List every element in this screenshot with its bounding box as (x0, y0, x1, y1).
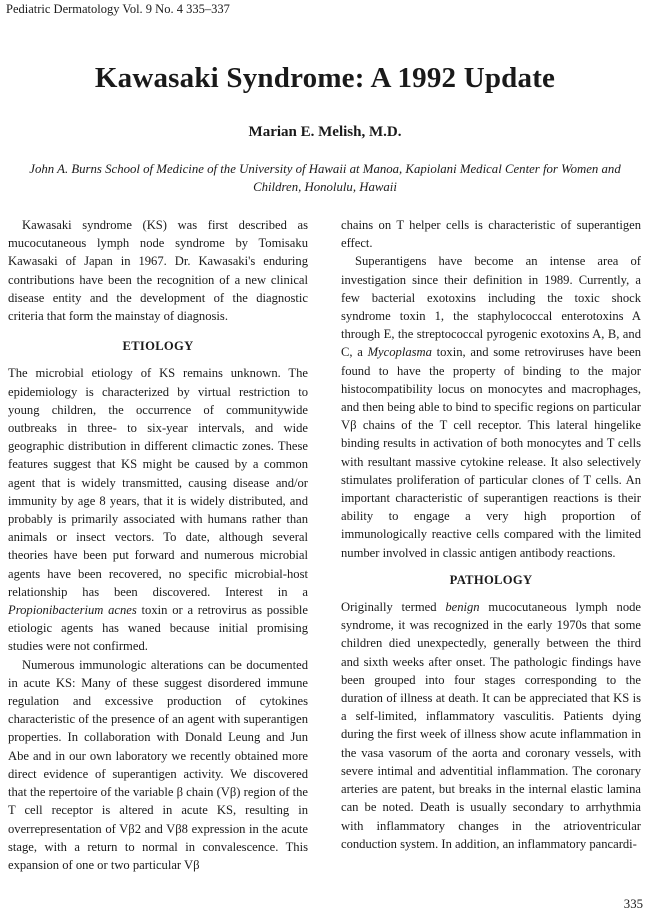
pathology-paragraph (341, 598, 641, 853)
left-column (8, 216, 308, 874)
text-run: toxin or a retrovirus as possible etiologic agents has waned because initial promising studies were not confirmed. (8, 603, 309, 654)
article-title: Kawasaki Syndrome: A 1992 Update (94, 62, 556, 94)
continued-paragraph: chains on T helper cells is characteristic of superantigen effect. (341, 218, 641, 251)
etiology-paragraph-1 (8, 364, 308, 655)
text-run: Superantigens have become an intense area of investigation since their definition in 1989. Currently, a few bacterial exotoxins including the toxic shock syndrome toxin 1, the staphylococcal enterotoxins A through E, the streptococcal pyrogenic exotoxins A, B, and C, a (341, 254, 641, 360)
italic-term: benign (445, 600, 480, 615)
author-name: Marian E. Melish, M.D. (248, 124, 402, 140)
italic-term: Mycoplasma (367, 345, 432, 360)
text-run: The microbial etiology of KS remains unknown. The epidemiology is characterized by virtual restriction to young children, the occurrence of communitywide outbreaks in three- to six-year intervals, and wide geographic distribution in different climactic zones. These features suggest that KS might be caused by a common agent that is widely transmitted, causing disease and/or immunity by age 8 years, that it is widely distributed, and probably is primarily associated with humans rather than animals or insect vectors. To date, although several theories have been put forward and numerous microbial agents have been recovered, no specific microbial-host relationship has been discovered. Interest in a (8, 366, 308, 599)
italic-term: Propionibacterium acnes (8, 603, 137, 618)
text-run: Originally termed (341, 600, 446, 615)
page-number: 335 (623, 897, 643, 911)
author-affiliation: John A. Burns School of Medicine of the University of Hawaii at Manoa, Kapiolani Medical Center for Women and Children, Honolulu, Hawaii (29, 162, 621, 194)
journal-citation: Pediatric Dermatology Vol. 9 No. 4 335–337 (6, 2, 230, 16)
superantigen-paragraph (341, 252, 641, 561)
right-column (341, 216, 641, 853)
text-run: toxin, and some retroviruses have been found to have the property of binding to the major histocompatibility locus on monocytes and macrophages, and then being able to bind to specific regions on particular Vβ chains of the T cell receptor. This lateral hingelike binding results in activation of both monocytes and T cells with resultant massive cytokine release. It also selectively stimulates proliferation of particular clones of T cells. An important characteristic of superantigen reactions is their ability to engage a very high proportion of immunologically reactive cells compared with the limited number involved in classic antigen antibody reactions. (341, 345, 641, 560)
etiology-heading: ETIOLOGY (122, 339, 194, 354)
etiology-paragraph-2: Numerous immunologic alterations can be documented in acute KS: Many of these suggest disordered immune regulation and excessive production of cytokines characteristic of the presence of an agent with superantigen properties. In collaboration with Donald Leung and Jun Abe and in our own laboratory we recently obtained more direct evidence of superantigen activity. We discovered that the repertoire of the variable β chain (Vβ) region of the T cell receptor is altered in acute KS, resulting in overrepresentation of Vβ2 and Vβ8 expression in the acute stage, with a return to normal in convalescence. This expansion of one or two particular Vβ (8, 657, 308, 872)
text-run: mucocutaneous lymph node syndrome, it was recognized in the early 1970s that some children died unexpectedly, generally between the third and sixth weeks after onset. The pathologic findings have been grouped into four stages corresponding to the duration of illness at death. It can be appreciated that KS is a self-limited, inflammatory vasculitis. Patients dying during the first week of illness show acute inflammation in the vasa vasorum of the aorta and coronary vessels, with severe intimal and adventitial inflammation. The coronary arteries are patent, but breaks in the internal elastic lamina can be noted. Death is usually secondary to arrhythmia with inflammatory changes in the atrioventricular conduction system. In addition, an inflammatory pancardi- (341, 600, 641, 851)
intro-paragraph: Kawasaki syndrome (KS) was first described as mucocutaneous lymph node syndrome by Tomisaku Kawasaki of Japan in 1967. Dr. Kawasaki's enduring contributions have been the recognition of a new clinical disease entity and the development of the diagnostic criteria that form the mainstay of diagnosis. (8, 218, 308, 324)
pathology-heading: PATHOLOGY (449, 572, 533, 587)
